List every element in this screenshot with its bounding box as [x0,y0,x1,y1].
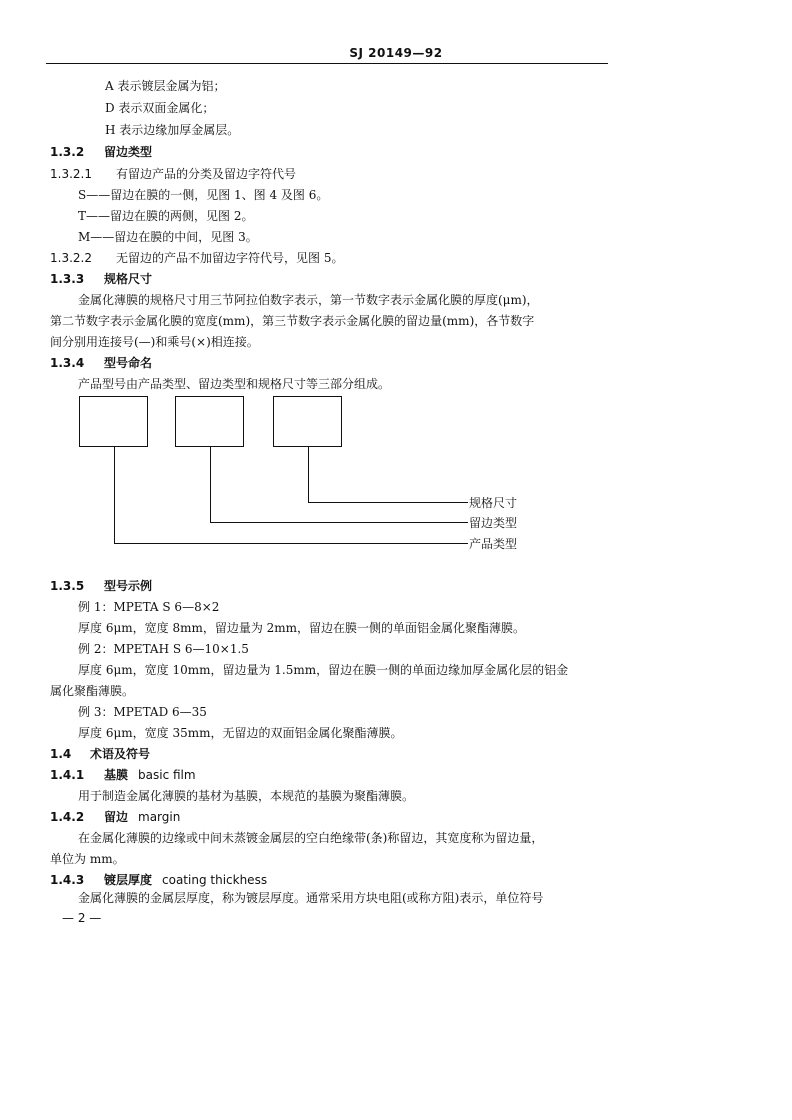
section-number: 1.3.2.2 [50,251,92,265]
paragraph-line: 金属化薄膜的金属层厚度，称为镀层厚度。通常采用方块电阻(或称方阻)表示，单位符号 [78,891,544,905]
section-1-4-2 [50,809,180,825]
example-1-description: 厚度 6μm，宽度 8mm，留边量为 2mm，留边在膜一侧的单面铝金属化聚酯薄膜。 [78,621,526,635]
text-h-meaning: H 表示边缘加厚金属层。 [105,123,240,137]
paragraph-line: 产品型号由产品类型、留边类型和规格尺寸等三部分组成。 [78,377,391,391]
product-connector [114,447,115,543]
text-d-meaning: D 表示双面金属化； [105,101,215,115]
example-3: 例 3：MPETAD 6—35 [78,705,207,719]
section-text: 有留边产品的分类及留边字符代号 [116,167,297,181]
section-title: 型号示例 [104,579,153,593]
section-1-4-3 [50,872,267,888]
section-number: 1.4 [50,747,72,761]
margin-type-box [175,396,244,447]
section-number: 1.4.1 [50,768,85,782]
section-1-4 [50,746,150,762]
section-title: 术语及符号 [90,747,151,761]
example-1: 例 1：MPETA S 6—8×2 [78,600,220,614]
example-2-description: 厚度 6μm，宽度 10mm，留边量为 1.5mm，留边在膜一侧的单面边缘加厚金属化层的铝金 [78,663,569,677]
example-2-description-cont: 属化聚酯薄膜。 [50,684,135,698]
label-spec-size: 规格尺寸 [469,496,518,510]
paragraph-line: 第二节数字表示金属化膜的宽度(mm)，第三节数字表示金属化膜的留边量(mm)，各节数字 [50,314,535,328]
margin-leader [210,522,468,523]
page-header: SJ 20149—92 [349,46,443,60]
section-title-en: basic film [138,768,196,782]
section-1-3-2-2 [50,250,343,266]
section-number: 1.4.2 [50,810,85,824]
product-leader [114,543,468,544]
section-number: 1.4.3 [50,873,85,887]
section-title: 基膜 [104,768,129,782]
product-type-box [79,396,148,447]
section-title-en: coating thickhess [162,873,268,887]
example-3-description: 厚度 6μm，宽度 35mm，无留边的双面铝金属化聚酯薄膜。 [78,726,403,740]
label-margin-type: 留边类型 [469,516,518,530]
section-number: 1.3.2.1 [50,167,92,181]
text-s-margin: S——留边在膜的一侧，见图 1、图 4 及图 6。 [78,188,329,202]
spec-leader [308,502,468,503]
section-number: 1.3.2 [50,145,85,159]
section-title: 镀层厚度 [104,873,153,887]
paragraph-line: 金属化薄膜的规格尺寸用三节阿拉伯数字表示，第一节数字表示金属化膜的厚度(μm)， [78,293,539,307]
section-title: 型号命名 [104,356,153,370]
section-number: 1.3.3 [50,272,85,286]
text-t-margin: T——留边在膜的两侧，见图 2。 [78,209,254,223]
page-number: — 2 — [62,911,102,925]
header-rule [46,63,608,64]
section-title: 留边 [104,810,129,824]
section-1-3-2 [50,144,152,160]
text-m-margin: M——留边在膜的中间，见图 3。 [78,230,258,244]
text-a-meaning: A 表示镀层金属为铝； [105,79,226,93]
section-title-en: margin [138,810,181,824]
margin-connector [210,447,211,522]
example-2: 例 2：MPETAH S 6—10×1.5 [78,642,249,656]
section-1-3-5 [50,578,152,594]
spec-size-box [273,396,342,447]
section-text: 无留边的产品不加留边字符代号，见图 5。 [116,251,344,265]
section-1-3-2-1 [50,166,296,182]
paragraph-line: 单位为 mm。 [50,852,125,866]
label-product-type: 产品类型 [469,537,518,551]
section-1-4-1 [50,767,196,783]
section-number: 1.3.5 [50,579,85,593]
spec-connector [308,447,309,502]
section-1-3-4 [50,355,152,371]
paragraph-line: 在金属化薄膜的边缘或中间未蒸镀金属层的空白绝缘带(条)称留边，其宽度称为留边量， [78,831,544,845]
section-1-3-3 [50,271,152,287]
paragraph-line: 用于制造金属化薄膜的基材为基膜，本规范的基膜为聚酯薄膜。 [78,789,415,803]
section-title: 规格尺寸 [104,272,153,286]
section-number: 1.3.4 [50,356,85,370]
section-title: 留边类型 [104,145,153,159]
paragraph-line: 间分别用连接号(—)和乘号(×)相连接。 [50,335,259,349]
